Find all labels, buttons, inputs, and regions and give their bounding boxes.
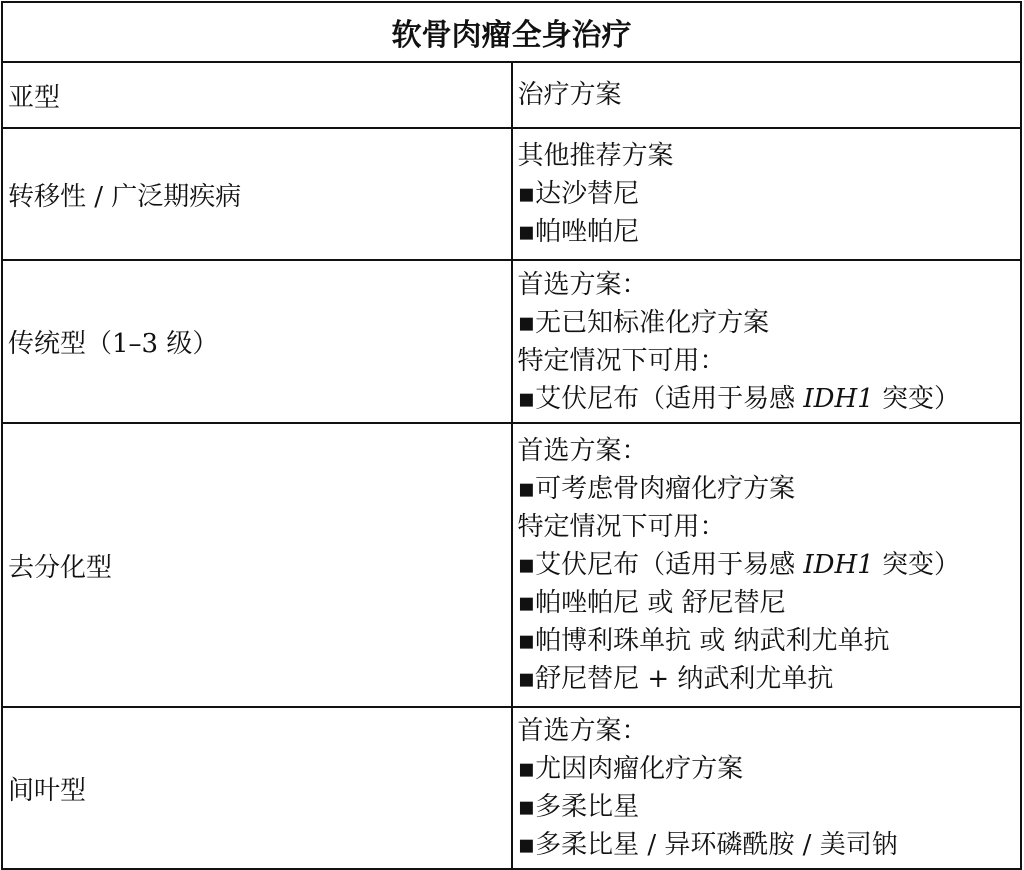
regimen-line: ▪可考虑骨肉瘤化疗方案 bbox=[517, 474, 796, 504]
regimen-cell bbox=[512, 128, 1022, 260]
regimen-line: ▪尤因肉瘤化疗方案 bbox=[517, 754, 744, 784]
regimen-line: 首选方案： bbox=[517, 269, 648, 300]
column-header-regimen: 治疗方案 bbox=[512, 62, 1022, 128]
regimen-text: 突变） bbox=[873, 550, 960, 580]
title-row bbox=[2, 2, 1021, 62]
table-row bbox=[2, 423, 1021, 707]
regimen-line: 首选方案： bbox=[517, 436, 648, 466]
subtype-cell: 间叶型 bbox=[2, 707, 512, 869]
regimen-line: 特定情况下可用： bbox=[517, 345, 726, 376]
regimen-line: ▪帕唑帕尼 bbox=[517, 217, 640, 247]
regimen-line: 其他推荐方案 bbox=[517, 141, 674, 171]
regimen-line: 特定情况下可用： bbox=[517, 512, 726, 542]
treatment-table bbox=[1, 1, 1022, 870]
regimen-line: 首选方案： bbox=[517, 716, 648, 746]
regimen-text: ▪艾伏尼布（适用于易感 bbox=[517, 383, 804, 414]
gene-name: IDH1 bbox=[803, 383, 874, 414]
regimen-text: ▪艾伏尼布（适用于易感 bbox=[517, 550, 804, 580]
subtype-cell: 传统型（1–3 级） bbox=[2, 260, 512, 423]
table-title: 软骨肉瘤全身治疗 bbox=[2, 2, 1021, 62]
table-row bbox=[2, 707, 1021, 869]
regimen-line bbox=[518, 546, 1021, 584]
regimen-cell bbox=[512, 260, 1022, 423]
regimen-line: ▪无已知标准化疗方案 bbox=[517, 307, 770, 338]
regimen-text: 突变） bbox=[873, 383, 960, 414]
subtype-cell: 转移性 / 广泛期疾病 bbox=[2, 128, 512, 260]
regimen-line: ▪帕唑帕尼 或 舒尼替尼 bbox=[517, 588, 786, 618]
table-row bbox=[2, 128, 1021, 260]
regimen-line: ▪帕博利珠单抗 或 纳武利尤单抗 bbox=[517, 626, 890, 656]
regimen-line: ▪达沙替尼 bbox=[517, 179, 640, 209]
regimen-line: ▪多柔比星 bbox=[517, 792, 640, 822]
table-row bbox=[2, 260, 1021, 423]
regimen-line: ▪多柔比星 / 异环磷酰胺 / 美司钠 bbox=[517, 830, 898, 860]
regimen-cell bbox=[512, 707, 1022, 869]
regimen-line bbox=[518, 380, 1021, 418]
subtype-cell: 去分化型 bbox=[2, 423, 512, 707]
regimen-line: ▪舒尼替尼 + 纳武利尤单抗 bbox=[517, 664, 834, 694]
gene-name: IDH1 bbox=[803, 550, 874, 580]
column-header-subtype: 亚型 bbox=[2, 62, 512, 128]
header-row bbox=[2, 62, 1021, 128]
regimen-cell bbox=[512, 423, 1022, 707]
